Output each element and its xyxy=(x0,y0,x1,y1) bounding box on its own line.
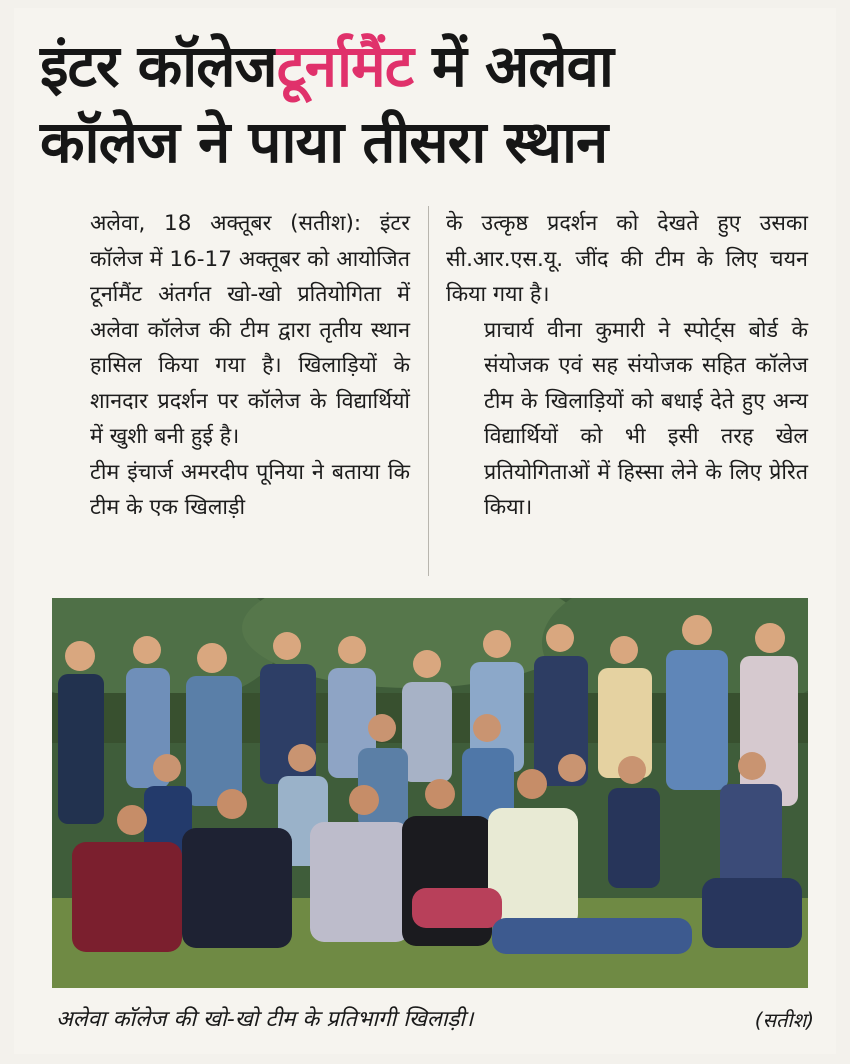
headline-line-2: कॉलेज ने पाया तीसरा स्थान xyxy=(40,108,608,176)
article-column-left xyxy=(52,206,410,526)
column-divider xyxy=(428,206,429,576)
headline-highlight: टूर्नामैंट xyxy=(276,32,413,100)
article-paragraph: के उत्कृष्ठ प्रदर्शन को देखते हुए उसका सी.आर.एस.यू. जींद की टीम के लिए चयन किया गया है। xyxy=(446,211,808,307)
headline-text-part1: इंटर कॉलेज xyxy=(40,32,277,100)
article-paragraph xyxy=(52,206,410,455)
team-photo xyxy=(52,598,808,988)
headline xyxy=(40,28,820,180)
headline-line-1 xyxy=(40,28,820,104)
article-paragraph: प्राचार्य वीना कुमारी ने स्पोर्ट्स बोर्ड के संयोजक एवं सह संयोजक सहित कॉलेज टीम के खिलाड़ियों को बधाई देते हुए अन्य विद्यार्थियों को भी इसी तरह खेल प्रतियोगिताओं में हिस्सा लेने के लिए प्रेरित किया। xyxy=(484,317,808,520)
photo-caption: अलेवा कॉलेज की खो-खो टीम के प्रतिभागी खिलाड़ी। xyxy=(56,1007,474,1032)
article-text: इंटर कॉलेज में 16-17 अक्तूबर को आयोजित टूर्नामैंट अंतर्गत खो-खो प्रतियोगिता में अलेवा कॉलेज की टीम द्वारा तृतीय स्थान हासिल किया गया है। खिलाड़ियों के शानदार प्रदर्शन पर कॉलेज के विद्यार्थियों में खुशी बनी हुई है। xyxy=(90,211,410,449)
dateline: अलेवा, 18 अक्तूबर (सतीश): xyxy=(90,211,362,236)
team-photo-illustration xyxy=(52,598,808,988)
article-column-right xyxy=(446,206,808,526)
photo-credit: (सतीश) xyxy=(754,1008,814,1032)
article-paragraph: टीम इंचार्ज अमरदीप पूनिया ने बताया कि टीम के एक खिलाड़ी xyxy=(90,459,410,520)
headline-text-part2: में अलेवा xyxy=(432,32,613,100)
